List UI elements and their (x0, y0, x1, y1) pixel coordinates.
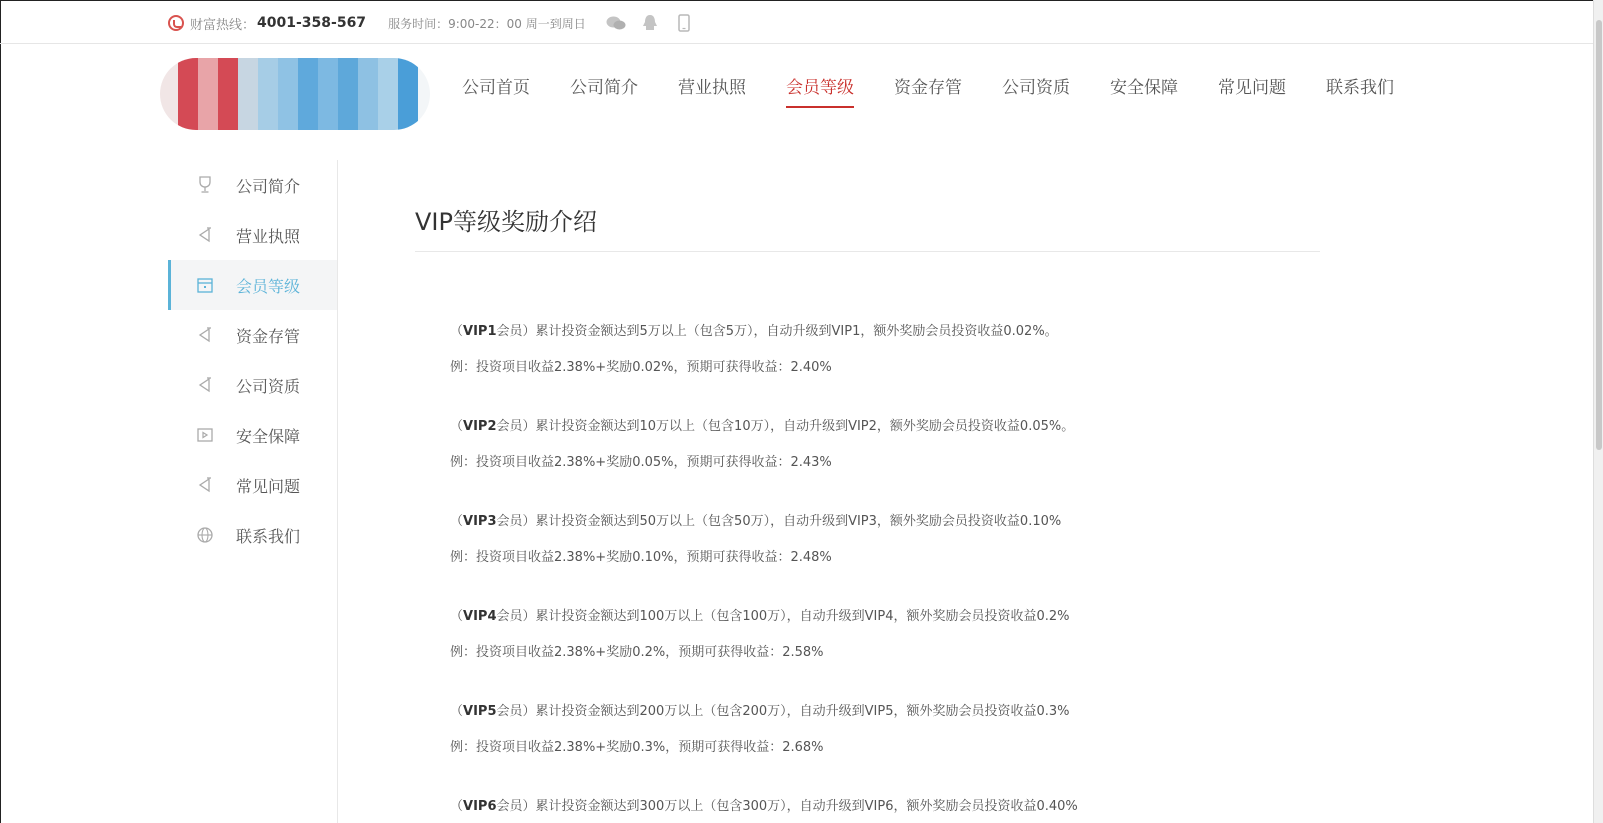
service-time: 服务时间：9:00-22：00 周一到周日 (388, 16, 586, 31)
sidebar (168, 160, 338, 823)
vip-level-name: VIP1 (463, 324, 497, 339)
globe-icon (196, 526, 214, 544)
calendar-icon (196, 276, 214, 294)
vip-level-example: 例：投资项目收益2.38%+奖励0.02%，预期可获得收益：2.40% (450, 360, 832, 375)
vip-level-item (450, 314, 1320, 409)
qq-icon[interactable] (640, 14, 660, 32)
sidebar-item-label: 营业执照 (236, 226, 301, 246)
top-bar-content (168, 12, 708, 34)
vip-level-item (450, 504, 1320, 599)
sidebar-item-label: 公司简介 (236, 176, 301, 196)
sidebar-item-membership[interactable] (168, 260, 337, 310)
vip-level-item (450, 694, 1320, 789)
vip-level-example: 例：投资项目收益2.38%+奖励0.05%，预期可获得收益：2.43% (450, 455, 832, 470)
sidebar-item-label: 资金存管 (236, 326, 301, 346)
main-nav (442, 74, 1414, 118)
vip-level-description: （VIP2会员）累计投资金额达到10万以上（包含10万），自动升级到VIP2，额外奖励会员投资收益0.05%。 (450, 419, 1075, 434)
mobile-icon[interactable] (674, 14, 694, 32)
nav-item-qualification[interactable]: 公司资质 (1002, 78, 1070, 98)
vip-level-item (450, 599, 1320, 694)
vip-level-example: 例：投资项目收益2.38%+奖励0.2%，预期可获得收益：2.58% (450, 645, 824, 660)
video-icon (196, 426, 214, 444)
sidebar-item-label: 联系我们 (236, 526, 301, 546)
top-bar (0, 0, 1603, 44)
nav-item-about[interactable]: 公司简介 (570, 78, 638, 98)
vip-level-name: VIP5 (463, 704, 497, 719)
vip-level-example: 例：投资项目收益2.38%+奖励0.3%，预期可获得收益：2.68% (450, 740, 824, 755)
page-title: VIP等级奖励介绍 (415, 160, 1320, 252)
vip-level-name: VIP3 (463, 514, 497, 529)
vip-level-description: （VIP1会员）累计投资金额达到5万以上（包含5万），自动升级到VIP1，额外奖励会员投资收益0.02%。 (450, 324, 1058, 339)
vip-level-name: VIP2 (463, 419, 497, 434)
vip-level-name: VIP6 (463, 799, 497, 814)
sidebar-item-label: 常见问题 (236, 476, 301, 496)
vip-level-description: （VIP5会员）累计投资金额达到200万以上（包含200万），自动升级到VIP5，额外奖励会员投资收益0.3% (450, 704, 1070, 719)
phone-icon (168, 15, 184, 31)
nav-item-contact[interactable]: 联系我们 (1326, 78, 1394, 98)
vip-level-description: （VIP4会员）累计投资金额达到100万以上（包含100万），自动升级到VIP4，额外奖励会员投资收益0.2% (450, 609, 1070, 624)
sidebar-item-about[interactable] (168, 160, 337, 210)
sidebar-item-faq[interactable] (168, 460, 337, 510)
vip-level-item (450, 789, 1320, 823)
sidebar-item-license[interactable] (168, 210, 337, 260)
nav-item-home[interactable]: 公司首页 (462, 78, 530, 98)
vip-level-example: 例：投资项目收益2.38%+奖励0.10%，预期可获得收益：2.48% (450, 550, 832, 565)
site-header (0, 44, 1603, 144)
sidebar-item-label: 安全保障 (236, 426, 301, 446)
bell-icon (196, 226, 214, 244)
sidebar-item-custody[interactable] (168, 310, 337, 360)
bell-icon (196, 376, 214, 394)
vip-level-list (415, 252, 1320, 823)
sidebar-item-label: 公司资质 (236, 376, 301, 396)
nav-item-license[interactable]: 营业执照 (678, 78, 746, 98)
vip-level-description: （VIP6会员）累计投资金额达到300万以上（包含300万），自动升级到VIP6，额外奖励会员投资收益0.40% (450, 799, 1078, 814)
nav-item-security[interactable]: 安全保障 (1110, 78, 1178, 98)
sidebar-item-contact[interactable] (168, 510, 337, 560)
nav-item-membership[interactable]: 会员等级 (766, 74, 874, 118)
nav-item-custody[interactable]: 资金存管 (894, 78, 962, 98)
nav-item-faq[interactable]: 常见问题 (1218, 78, 1286, 98)
site-logo[interactable] (160, 58, 430, 130)
trophy-icon (196, 176, 214, 194)
main-content (415, 160, 1320, 823)
hotline-label: 财富热线： (190, 17, 256, 33)
sidebar-item-qualification[interactable] (168, 360, 337, 410)
bell-icon (196, 326, 214, 344)
vip-level-item (450, 409, 1320, 504)
wechat-icon[interactable] (606, 14, 626, 32)
vip-level-name: VIP4 (463, 609, 497, 624)
bell-icon (196, 476, 214, 494)
vip-level-description: （VIP3会员）累计投资金额达到50万以上（包含50万），自动升级到VIP3，额外奖励会员投资收益0.10% (450, 514, 1062, 529)
sidebar-item-security[interactable] (168, 410, 337, 460)
hotline-number: 4001-358-567 (257, 15, 367, 31)
sidebar-item-label: 会员等级 (236, 276, 301, 296)
